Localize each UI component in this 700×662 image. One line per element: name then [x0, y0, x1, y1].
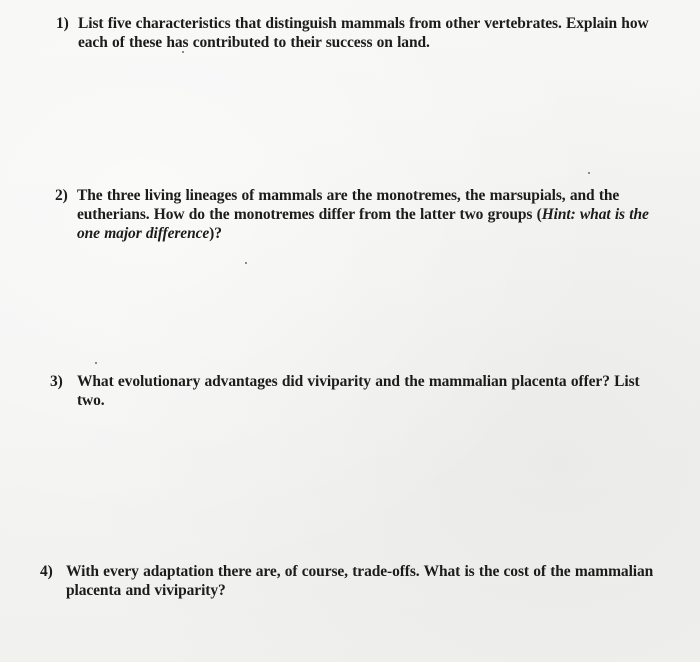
question-text: List five characteristics that distinguish mammals from other vertebrates. Explain how each of these has contributed to their success on land. [78, 15, 649, 51]
question-4 [40, 562, 660, 600]
paper-speck [245, 262, 247, 264]
paper-speck [588, 172, 590, 174]
question-text-end: )? [209, 225, 222, 242]
question-number: 3) [50, 373, 63, 390]
hint-text: Hint: what is the one major difference [77, 206, 649, 242]
question-text: With every adaptation there are, of course, trade-offs. What is the cost of the mammalian placenta and viviparity? [66, 563, 654, 599]
question-text: What evolutionary advantages did viviparity and the mammalian placenta offer? List two. [77, 373, 640, 409]
paper-speck [182, 51, 184, 53]
question-3 [50, 372, 670, 410]
question-text [55, 186, 655, 243]
question-number: 1) [56, 15, 69, 32]
question-2 [55, 186, 655, 243]
paper-speck [95, 362, 97, 364]
question-1 [56, 14, 656, 52]
question-number: 4) [40, 563, 53, 580]
question-text-main: The three living lineages of mammals are the monotremes, the marsupials, and the eutherians. How do the monotremes differ from the latter two groups ( [77, 187, 620, 223]
question-number: 2) [55, 187, 68, 204]
